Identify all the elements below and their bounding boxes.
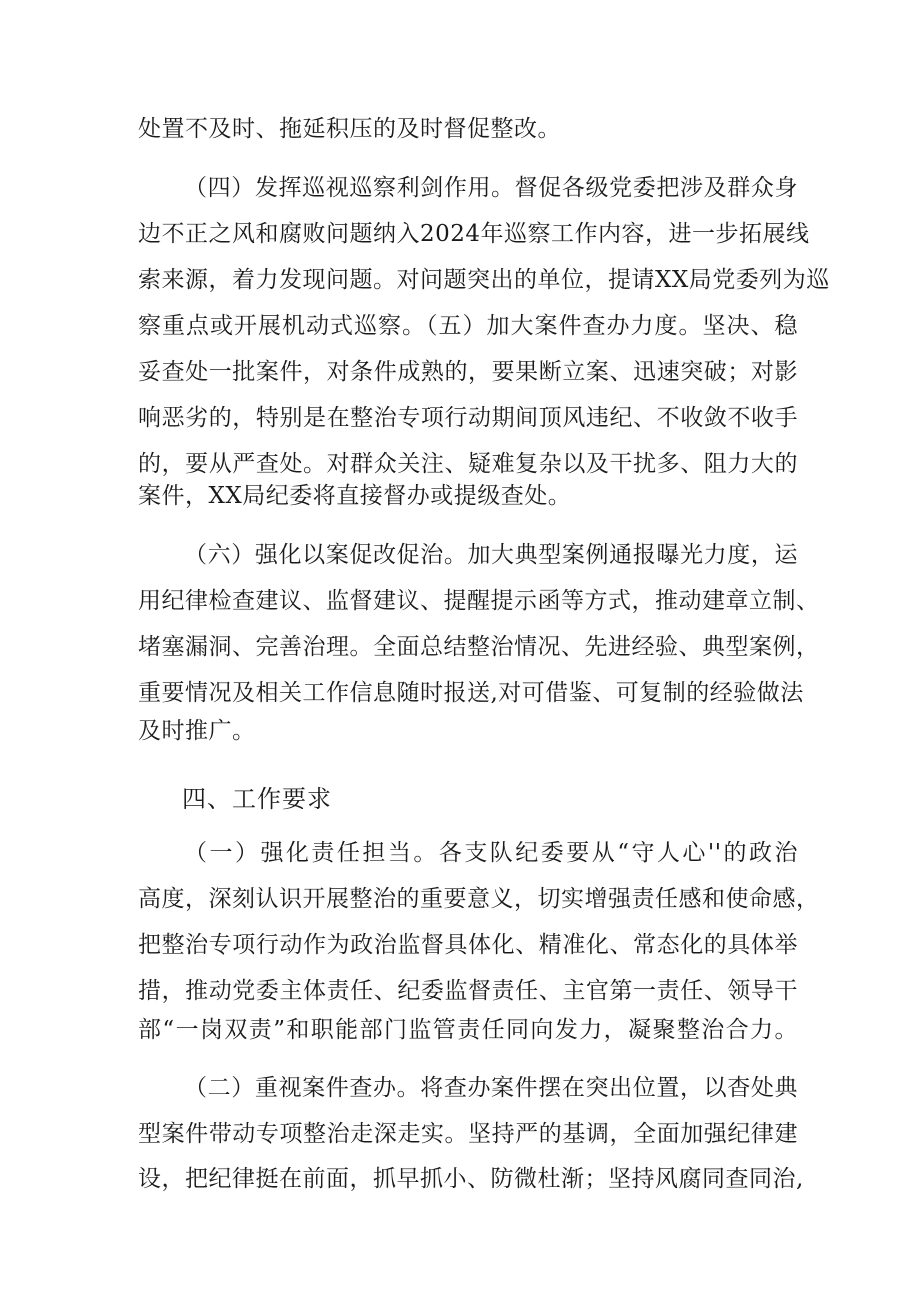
- paragraph-line: 及时推广。: [138, 718, 256, 744]
- paragraph-line: 堵塞漏洞、完善治理。全面总结整治情况、先进经验、典型案例，: [138, 634, 820, 660]
- paragraph-line: 型案件带动专项整治走深走实。坚持严的基调，全面加强纪律建: [138, 1121, 798, 1147]
- paragraph-line: 把整治专项行动作为政治监督具体化、精准化、常态化的具体举: [138, 932, 798, 958]
- paragraph-line: 重要情况及相关工作信息随时报送,对可借鉴、可复制的经验做法: [138, 680, 804, 706]
- paragraph-line: （四）发挥巡视巡察利剑作用。督促各级党委把涉及群众身: [184, 175, 798, 201]
- paragraph-line: 设，把纪律挺在前面，抓早抓小、防微杜渐；坚持风腐同查同治,: [138, 1166, 804, 1192]
- paragraph-line: 案件，XX局纪委将直接督办或提级查处。: [138, 483, 572, 509]
- paragraph-line: 响恶劣的，特别是在整治专项行动期间顶风违纪、不收敛不收手: [138, 405, 798, 431]
- paragraph-line: （六）强化以案促改促治。加大典型案例通报曝光力度，运: [184, 542, 798, 568]
- paragraph-line: 措，推动党委主体责任、纪委监督责任、主官第一责任、领导干: [138, 978, 798, 1004]
- paragraph-line: 边不正之风和腐败问题纳入2024年巡察工作内容，进一步拓展线: [138, 221, 810, 247]
- paragraph-line: 高度，深刻认识开展整治的重要意义，切实增强责任感和使命感，: [138, 886, 820, 912]
- section-heading: 四、工作要求: [182, 785, 332, 813]
- paragraph-line: 处置不及时、拖延积压的及时督促整改。: [138, 116, 561, 142]
- paragraph-line: 察重点或开展机动式巡察。（五）加大案件查办力度。坚决、稳: [138, 313, 798, 339]
- paragraph-line: 的，要从严查处。对群众关注、疑难复杂以及干扰多、阻力大的: [138, 451, 798, 477]
- paragraph-line: （二）重视案件查办。将查办案件摆在突出位置，以杳处典: [184, 1075, 798, 1101]
- paragraph-line: 索来源，着力发现问题。对问题突出的单位，提请XX局党委列为巡: [138, 267, 830, 293]
- paragraph-line: （一）强化责任担当。各支队纪委要从“守人心''的政治: [184, 840, 798, 866]
- paragraph-line: 部“一岗双责”和职能部门监管责任同向发力，凝聚整治合力。: [138, 1017, 798, 1043]
- paragraph-line: 妥查处一批案件，对条件成熟的，要果断立案、迅速突破；对影: [138, 359, 798, 385]
- paragraph-line: 用纪律检查建议、监督建议、提醒提示函等方式，推动建章立制、: [138, 588, 820, 614]
